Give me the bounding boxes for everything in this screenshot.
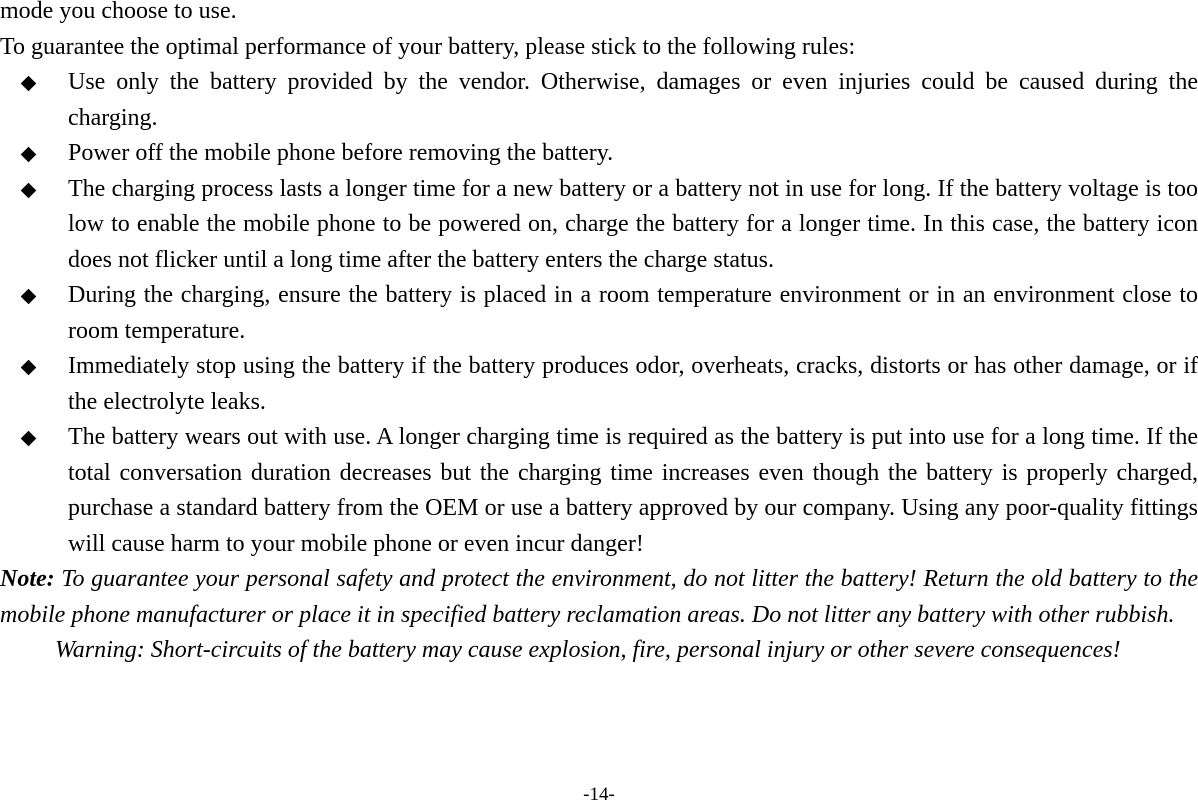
note-paragraph xyxy=(0,562,1198,633)
battery-rules-list xyxy=(0,65,1198,562)
rules-intro: To guarantee the optimal performance of your battery, please stick to the following rules: xyxy=(0,33,856,60)
list-item xyxy=(0,172,1198,279)
list-item xyxy=(0,349,1198,420)
rule-text: The charging process lasts a longer time for a new battery or a battery not in use for long. If the battery voltage is too low to enable the mobile phone to be powered on, charge the battery for a longer time. In this case, the battery icon does not flicker until a long time after the battery enters the charge status. xyxy=(68,175,1198,273)
diamond-bullet-icon xyxy=(21,147,37,163)
rule-text: Immediately stop using the battery if the battery produces odor, overheats, cracks, distorts or has other damage, or if the electrolyte leaks. xyxy=(68,353,1198,415)
note-text: To guarantee your personal safety and protect the environment, do not litter the battery! Return the old battery to the mobile phone manufacturer or place it in specified battery reclamation areas. Do not litter any battery with other rubbish. xyxy=(0,566,1198,628)
diamond-bullet-icon xyxy=(21,289,37,305)
diamond-bullet-icon xyxy=(21,360,37,376)
list-item xyxy=(0,278,1198,349)
page-number: -14- xyxy=(583,784,615,805)
list-item xyxy=(0,420,1198,562)
list-item xyxy=(0,65,1198,136)
list-item xyxy=(0,136,1198,172)
rule-text: The battery wears out with use. A longer charging time is required as the battery is put into use for a long time. If the total conversation duration decreases but the charging time increases even though the battery is properly charged, purchase a standard battery from the OEM or use a battery approved by our company. Using any poor-quality fittings will cause harm to your mobile phone or even incur danger! xyxy=(68,424,1198,557)
diamond-bullet-icon xyxy=(21,431,37,447)
diamond-bullet-icon xyxy=(21,182,37,198)
note-label: Note: xyxy=(0,566,55,592)
warning-paragraph: Warning: Short-circuits of the battery may cause explosion, fire, personal injury or other severe consequences! xyxy=(55,637,1121,663)
rule-text: Use only the battery provided by the vendor. Otherwise, damages or even injuries could be caused during the charging. xyxy=(68,69,1198,131)
diamond-bullet-icon xyxy=(21,76,37,92)
rule-text: During the charging, ensure the battery is placed in a room temperature environment or in an environment close to room temperature. xyxy=(68,282,1198,344)
rule-text: Power off the mobile phone before removing the battery. xyxy=(68,140,614,166)
continuation-line: mode you choose to use. xyxy=(0,0,237,24)
